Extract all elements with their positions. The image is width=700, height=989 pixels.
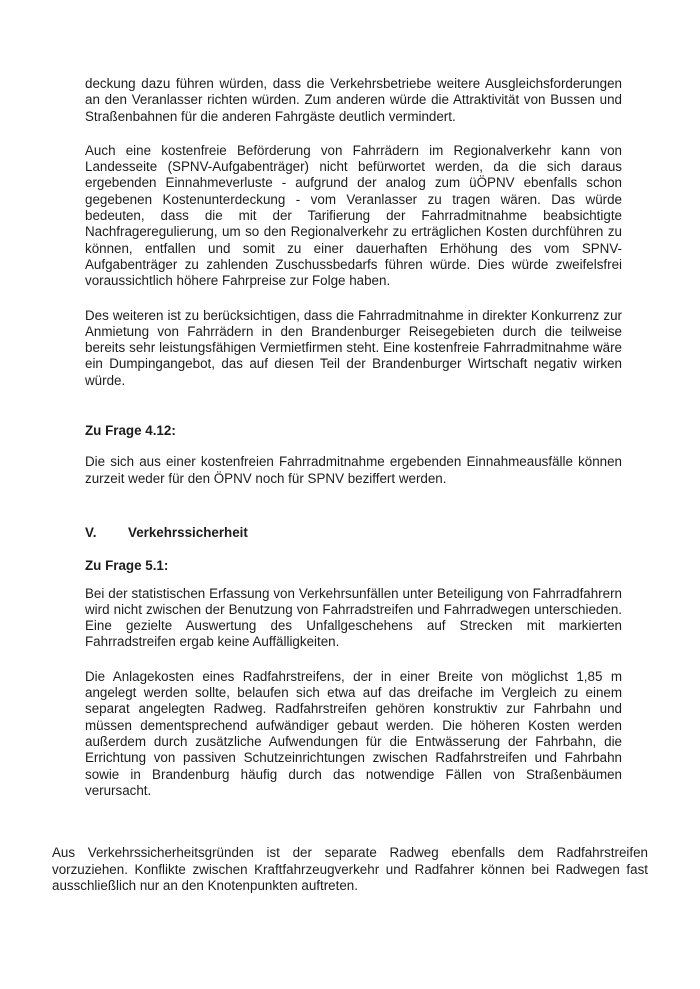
heading-zu-frage-4-12: Zu Frage 4.12: (85, 423, 176, 439)
paragraph-verkehrssicherheitsgruende: Aus Verkehrssicherheitsgründen ist der separate Radweg ebenfalls dem Radfahrstreifen vorzuziehen. Konflikte zwischen Kraftfahrzeugverkehr und Radfahrer können bei Radwegen fast ausschließlich nur an den Knotenpunkten auftreten. (52, 845, 648, 893)
page-body-column (85, 76, 622, 817)
heading-zu-frage-5-1: Zu Frage 5.1: (85, 558, 169, 574)
paragraph-unfallstatistik: Bei der statistischen Erfassung von Verkehrsunfällen unter Beteiligung von Fahrradfahrern wird nicht zwischen der Benutzung von Fahrradstreifen und Fahrradwegen unterschieden. Eine gezielte Auswertung des Unfallgeschehens auf Strecken mit markierten Fahrradstreifen ergab keine Auffälligkeiten. (85, 585, 622, 650)
paragraph-continuation-ausgleichsforderungen: deckung dazu führen würden, dass die Verkehrsbetriebe weitere Ausgleichsforderungen an den Veranlasser richten würden. Zum anderen würde die Attraktivität von Bussen und Straßenbahnen für die anderen Fahrgäste deutlich vermindert. (85, 76, 622, 124)
section-number: V. (85, 524, 97, 540)
section-title: Verkehrssicherheit (128, 524, 248, 540)
paragraph-kostenfreie-befoerderung: Auch eine kostenfreie Beförderung von Fahrrädern im Regionalverkehr kann von Landesseite (SPNV-Aufgabenträger) nicht befürwortet werden, da die sich daraus ergebenden Einnahmeverluste - aufgrund der analog zum üÖPNV ebenfalls schon gegebenen Kostenunterdeckung - vom Veranlasser zu tragen wären. Das würde bedeuten, dass die mit der Tarifierung der Fahrradmitnahme beabsichtigte Nachfrageregulierung, um so den Regionalverkehr zu erträglichen Kosten durchführen zu können, entfallen und somit zu einer dauerhaften Erhöhung des vom SPNV-Aufgabenträger zu zahlenden Zuschussbedarfs führen würde. Dies würde zweifelsfrei voraussichtlich höhere Fahrpreise zur Folge haben. (85, 142, 622, 289)
paragraph-konkurrenz-vermietfirmen: Des weiteren ist zu berücksichtigen, dass die Fahrradmitnahme in direkter Konkurrenz zur Anmietung von Fahrrädern in den Brandenburger Reisegebieten durch die teilweise bereits sehr leistungsfähigen Vermietfirmen steht. Eine kostenfreie Fahrradmitnahme wäre ein Dumpingangebot, das auf diesen Teil der Brandenburger Wirtschaft negativ wirken würde. (85, 307, 622, 388)
paragraph-einnahmeausfaelle: Die sich aus einer kostenfreien Fahrradmitnahme ergebenden Einnahmeausfälle können zurzeit weder für den ÖPNV noch für SPNV beziffert werden. (85, 454, 622, 486)
paragraph-anlagekosten: Die Anlagekosten eines Radfahrstreifens, der in einer Breite von möglichst 1,85 m angelegt werden sollte, belaufen sich etwa auf das dreifache im Vergleich zu einem separat angelegten Radweg. Radfahrstreifen gehören konstruktiv zur Fahrbahn und müssen dementsprechend aufwändiger gebaut werden. Die höheren Kosten werden außerdem durch zusätzliche Aufwendungen für die Entwässerung der Fahrbahn, die Errichtung von passiven Schutzeinrichtungen zwischen Radfahrstreifen und Fahrbahn sowie in Brandenburg häufig durch das notwendige Fällen von Straßenbäumen verursacht. (85, 668, 622, 798)
section-heading-verkehrssicherheit (85, 525, 622, 541)
